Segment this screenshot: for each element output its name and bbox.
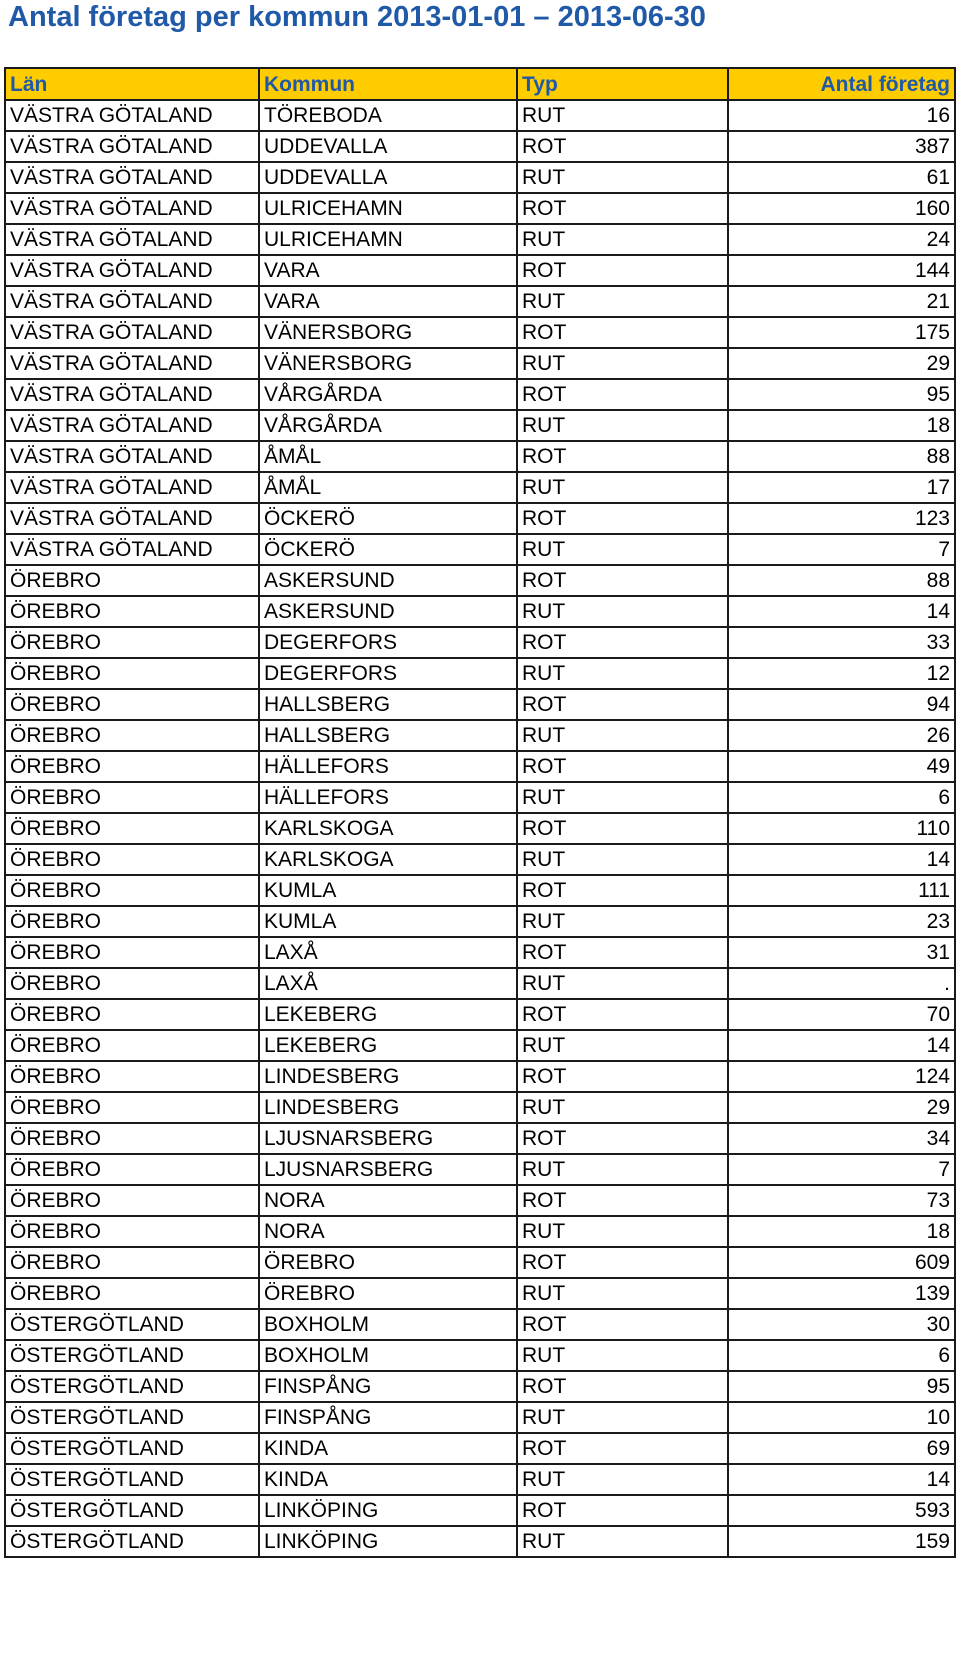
cell-antal: 111: [728, 875, 955, 906]
cell-lan: VÄSTRA GÖTALAND: [5, 131, 259, 162]
cell-antal: 21: [728, 286, 955, 317]
cell-lan: ÖREBRO: [5, 1247, 259, 1278]
cell-lan: VÄSTRA GÖTALAND: [5, 224, 259, 255]
table-row: [5, 100, 955, 131]
cell-kommun: VÅRGÅRDA: [259, 410, 517, 441]
table-row: [5, 1340, 955, 1371]
table-row: [5, 782, 955, 813]
table-row: [5, 1247, 955, 1278]
cell-antal: 10: [728, 1402, 955, 1433]
cell-kommun: ASKERSUND: [259, 565, 517, 596]
cell-typ: ROT: [517, 193, 728, 224]
table-row: [5, 1092, 955, 1123]
cell-antal: 34: [728, 1123, 955, 1154]
table-body: [5, 100, 955, 1557]
cell-antal: 175: [728, 317, 955, 348]
header-lan: Län: [5, 68, 259, 100]
cell-antal: 95: [728, 1371, 955, 1402]
table-row: [5, 906, 955, 937]
cell-typ: RUT: [517, 1278, 728, 1309]
cell-antal: 49: [728, 751, 955, 782]
cell-typ: RUT: [517, 224, 728, 255]
cell-antal: 14: [728, 844, 955, 875]
table-row: [5, 534, 955, 565]
cell-kommun: ÅMÅL: [259, 472, 517, 503]
table-row: [5, 999, 955, 1030]
cell-typ: ROT: [517, 317, 728, 348]
cell-lan: ÖSTERGÖTLAND: [5, 1464, 259, 1495]
cell-kommun: HÄLLEFORS: [259, 751, 517, 782]
cell-typ: ROT: [517, 441, 728, 472]
cell-typ: ROT: [517, 627, 728, 658]
cell-kommun: VARA: [259, 286, 517, 317]
cell-lan: ÖREBRO: [5, 937, 259, 968]
cell-antal: 6: [728, 1340, 955, 1371]
cell-lan: VÄSTRA GÖTALAND: [5, 193, 259, 224]
cell-lan: ÖREBRO: [5, 875, 259, 906]
cell-typ: ROT: [517, 503, 728, 534]
cell-antal: 12: [728, 658, 955, 689]
cell-lan: VÄSTRA GÖTALAND: [5, 348, 259, 379]
table-row: [5, 1495, 955, 1526]
cell-typ: RUT: [517, 720, 728, 751]
cell-antal: 144: [728, 255, 955, 286]
cell-kommun: ASKERSUND: [259, 596, 517, 627]
cell-antal: 73: [728, 1185, 955, 1216]
cell-lan: ÖREBRO: [5, 782, 259, 813]
cell-antal: 95: [728, 379, 955, 410]
cell-typ: ROT: [517, 565, 728, 596]
cell-kommun: TÖREBODA: [259, 100, 517, 131]
cell-typ: RUT: [517, 658, 728, 689]
cell-kommun: DEGERFORS: [259, 627, 517, 658]
cell-typ: ROT: [517, 751, 728, 782]
cell-antal: 387: [728, 131, 955, 162]
cell-lan: ÖREBRO: [5, 627, 259, 658]
cell-lan: VÄSTRA GÖTALAND: [5, 100, 259, 131]
table-row: [5, 596, 955, 627]
cell-kommun: HÄLLEFORS: [259, 782, 517, 813]
cell-antal: 593: [728, 1495, 955, 1526]
cell-typ: RUT: [517, 1030, 728, 1061]
table-row: [5, 1154, 955, 1185]
cell-typ: RUT: [517, 1154, 728, 1185]
page-title: Antal företag per kommun 2013-01-01 – 2013-06-30: [8, 1, 706, 33]
table-row: [5, 1278, 955, 1309]
cell-lan: VÄSTRA GÖTALAND: [5, 441, 259, 472]
cell-kommun: KUMLA: [259, 906, 517, 937]
cell-lan: VÄSTRA GÖTALAND: [5, 472, 259, 503]
cell-kommun: LINKÖPING: [259, 1526, 517, 1557]
table-row: [5, 162, 955, 193]
cell-antal: 70: [728, 999, 955, 1030]
table-row: [5, 1433, 955, 1464]
cell-lan: ÖSTERGÖTLAND: [5, 1402, 259, 1433]
cell-antal: 69: [728, 1433, 955, 1464]
cell-antal: 139: [728, 1278, 955, 1309]
table-row: [5, 658, 955, 689]
cell-typ: RUT: [517, 968, 728, 999]
table-row: [5, 379, 955, 410]
cell-kommun: KINDA: [259, 1464, 517, 1495]
cell-lan: ÖREBRO: [5, 1030, 259, 1061]
cell-kommun: DEGERFORS: [259, 658, 517, 689]
companies-table: [4, 67, 956, 1558]
cell-antal: 18: [728, 1216, 955, 1247]
table-row: [5, 844, 955, 875]
cell-antal: 31: [728, 937, 955, 968]
cell-kommun: UDDEVALLA: [259, 162, 517, 193]
cell-lan: ÖSTERGÖTLAND: [5, 1340, 259, 1371]
cell-typ: ROT: [517, 1123, 728, 1154]
table-row: [5, 472, 955, 503]
cell-typ: RUT: [517, 100, 728, 131]
cell-lan: ÖREBRO: [5, 1185, 259, 1216]
cell-lan: ÖSTERGÖTLAND: [5, 1495, 259, 1526]
cell-kommun: BOXHOLM: [259, 1309, 517, 1340]
table-row: [5, 813, 955, 844]
cell-lan: ÖREBRO: [5, 751, 259, 782]
table-row: [5, 286, 955, 317]
header-row: [5, 68, 955, 100]
cell-kommun: ULRICEHAMN: [259, 193, 517, 224]
cell-kommun: LEKEBERG: [259, 1030, 517, 1061]
cell-antal: 160: [728, 193, 955, 224]
cell-kommun: KARLSKOGA: [259, 844, 517, 875]
cell-kommun: ULRICEHAMN: [259, 224, 517, 255]
cell-antal: 94: [728, 689, 955, 720]
table-row: [5, 1371, 955, 1402]
cell-kommun: LEKEBERG: [259, 999, 517, 1030]
table-row: [5, 1185, 955, 1216]
table-row: [5, 1464, 955, 1495]
cell-typ: RUT: [517, 472, 728, 503]
cell-typ: ROT: [517, 875, 728, 906]
cell-typ: RUT: [517, 1216, 728, 1247]
cell-antal: 609: [728, 1247, 955, 1278]
cell-typ: RUT: [517, 286, 728, 317]
cell-antal: 17: [728, 472, 955, 503]
cell-antal: 88: [728, 565, 955, 596]
cell-kommun: ÖCKERÖ: [259, 503, 517, 534]
cell-antal: 29: [728, 348, 955, 379]
cell-lan: ÖSTERGÖTLAND: [5, 1309, 259, 1340]
cell-kommun: VÅRGÅRDA: [259, 379, 517, 410]
cell-typ: ROT: [517, 379, 728, 410]
cell-typ: ROT: [517, 999, 728, 1030]
table-row: [5, 565, 955, 596]
cell-lan: ÖREBRO: [5, 968, 259, 999]
cell-antal: 123: [728, 503, 955, 534]
cell-typ: RUT: [517, 1092, 728, 1123]
cell-typ: RUT: [517, 906, 728, 937]
cell-antal: 6: [728, 782, 955, 813]
cell-lan: VÄSTRA GÖTALAND: [5, 503, 259, 534]
cell-typ: RUT: [517, 1340, 728, 1371]
cell-kommun: FINSPÅNG: [259, 1402, 517, 1433]
cell-typ: ROT: [517, 1433, 728, 1464]
cell-lan: ÖREBRO: [5, 1216, 259, 1247]
cell-typ: RUT: [517, 410, 728, 441]
cell-lan: ÖSTERGÖTLAND: [5, 1371, 259, 1402]
cell-lan: ÖREBRO: [5, 565, 259, 596]
cell-antal: 14: [728, 596, 955, 627]
table-row: [5, 1526, 955, 1557]
cell-lan: ÖREBRO: [5, 1092, 259, 1123]
cell-lan: ÖREBRO: [5, 1278, 259, 1309]
cell-kommun: LAXÅ: [259, 937, 517, 968]
table-row: [5, 224, 955, 255]
table-row: [5, 720, 955, 751]
cell-typ: ROT: [517, 1309, 728, 1340]
cell-kommun: HALLSBERG: [259, 689, 517, 720]
table-row: [5, 1402, 955, 1433]
table-row: [5, 689, 955, 720]
cell-typ: ROT: [517, 1185, 728, 1216]
cell-lan: ÖREBRO: [5, 1123, 259, 1154]
cell-kommun: VÄNERSBORG: [259, 317, 517, 348]
table-row: [5, 441, 955, 472]
table-row: [5, 503, 955, 534]
cell-antal: .: [728, 968, 955, 999]
table-row: [5, 348, 955, 379]
cell-lan: VÄSTRA GÖTALAND: [5, 286, 259, 317]
cell-kommun: FINSPÅNG: [259, 1371, 517, 1402]
table-row: [5, 1030, 955, 1061]
cell-antal: 18: [728, 410, 955, 441]
cell-typ: RUT: [517, 1402, 728, 1433]
cell-antal: 33: [728, 627, 955, 658]
table-row: [5, 255, 955, 286]
cell-typ: RUT: [517, 348, 728, 379]
cell-lan: VÄSTRA GÖTALAND: [5, 410, 259, 441]
table-row: [5, 751, 955, 782]
table-row: [5, 317, 955, 348]
cell-lan: ÖREBRO: [5, 813, 259, 844]
cell-typ: RUT: [517, 596, 728, 627]
cell-typ: ROT: [517, 1247, 728, 1278]
cell-kommun: NORA: [259, 1216, 517, 1247]
cell-antal: 14: [728, 1030, 955, 1061]
cell-kommun: ÖREBRO: [259, 1278, 517, 1309]
cell-kommun: ÖCKERÖ: [259, 534, 517, 565]
cell-kommun: LINDESBERG: [259, 1092, 517, 1123]
cell-kommun: VÄNERSBORG: [259, 348, 517, 379]
cell-typ: RUT: [517, 162, 728, 193]
cell-lan: ÖSTERGÖTLAND: [5, 1526, 259, 1557]
cell-lan: VÄSTRA GÖTALAND: [5, 162, 259, 193]
table-row: [5, 1123, 955, 1154]
cell-lan: ÖREBRO: [5, 596, 259, 627]
cell-kommun: VARA: [259, 255, 517, 286]
cell-kommun: LJUSNARSBERG: [259, 1154, 517, 1185]
cell-lan: ÖREBRO: [5, 844, 259, 875]
table-row: [5, 410, 955, 441]
table-row: [5, 875, 955, 906]
table-row: [5, 131, 955, 162]
cell-typ: ROT: [517, 689, 728, 720]
cell-antal: 61: [728, 162, 955, 193]
cell-typ: RUT: [517, 844, 728, 875]
cell-antal: 16: [728, 100, 955, 131]
cell-antal: 159: [728, 1526, 955, 1557]
cell-kommun: NORA: [259, 1185, 517, 1216]
cell-typ: ROT: [517, 1371, 728, 1402]
cell-typ: ROT: [517, 131, 728, 162]
cell-antal: 88: [728, 441, 955, 472]
table-header: [5, 68, 955, 100]
cell-antal: 124: [728, 1061, 955, 1092]
table-row: [5, 937, 955, 968]
header-antal-foretag: Antal företag: [728, 68, 955, 100]
cell-typ: RUT: [517, 534, 728, 565]
cell-antal: 29: [728, 1092, 955, 1123]
cell-antal: 24: [728, 224, 955, 255]
cell-antal: 7: [728, 534, 955, 565]
cell-lan: VÄSTRA GÖTALAND: [5, 379, 259, 410]
table-row: [5, 1216, 955, 1247]
cell-kommun: BOXHOLM: [259, 1340, 517, 1371]
cell-kommun: KUMLA: [259, 875, 517, 906]
cell-antal: 7: [728, 1154, 955, 1185]
table-row: [5, 627, 955, 658]
cell-lan: ÖREBRO: [5, 689, 259, 720]
cell-lan: ÖREBRO: [5, 1061, 259, 1092]
cell-typ: RUT: [517, 1464, 728, 1495]
cell-kommun: LAXÅ: [259, 968, 517, 999]
cell-kommun: KINDA: [259, 1433, 517, 1464]
cell-typ: RUT: [517, 1526, 728, 1557]
cell-antal: 23: [728, 906, 955, 937]
cell-kommun: LINKÖPING: [259, 1495, 517, 1526]
cell-typ: ROT: [517, 937, 728, 968]
cell-lan: ÖREBRO: [5, 720, 259, 751]
cell-lan: ÖREBRO: [5, 1154, 259, 1185]
cell-kommun: LINDESBERG: [259, 1061, 517, 1092]
table-row: [5, 968, 955, 999]
cell-typ: ROT: [517, 255, 728, 286]
cell-lan: VÄSTRA GÖTALAND: [5, 255, 259, 286]
cell-kommun: UDDEVALLA: [259, 131, 517, 162]
cell-typ: ROT: [517, 813, 728, 844]
header-typ: Typ: [517, 68, 728, 100]
cell-typ: ROT: [517, 1061, 728, 1092]
cell-lan: ÖREBRO: [5, 906, 259, 937]
cell-lan: ÖREBRO: [5, 999, 259, 1030]
cell-lan: ÖSTERGÖTLAND: [5, 1433, 259, 1464]
cell-antal: 26: [728, 720, 955, 751]
cell-kommun: HALLSBERG: [259, 720, 517, 751]
cell-lan: ÖREBRO: [5, 658, 259, 689]
cell-lan: VÄSTRA GÖTALAND: [5, 317, 259, 348]
table-row: [5, 193, 955, 224]
cell-kommun: ÖREBRO: [259, 1247, 517, 1278]
header-kommun: Kommun: [259, 68, 517, 100]
cell-kommun: LJUSNARSBERG: [259, 1123, 517, 1154]
cell-antal: 110: [728, 813, 955, 844]
cell-antal: 14: [728, 1464, 955, 1495]
cell-typ: ROT: [517, 1495, 728, 1526]
cell-kommun: ÅMÅL: [259, 441, 517, 472]
table-row: [5, 1061, 955, 1092]
cell-kommun: KARLSKOGA: [259, 813, 517, 844]
cell-lan: VÄSTRA GÖTALAND: [5, 534, 259, 565]
cell-antal: 30: [728, 1309, 955, 1340]
table-row: [5, 1309, 955, 1340]
cell-typ: RUT: [517, 782, 728, 813]
